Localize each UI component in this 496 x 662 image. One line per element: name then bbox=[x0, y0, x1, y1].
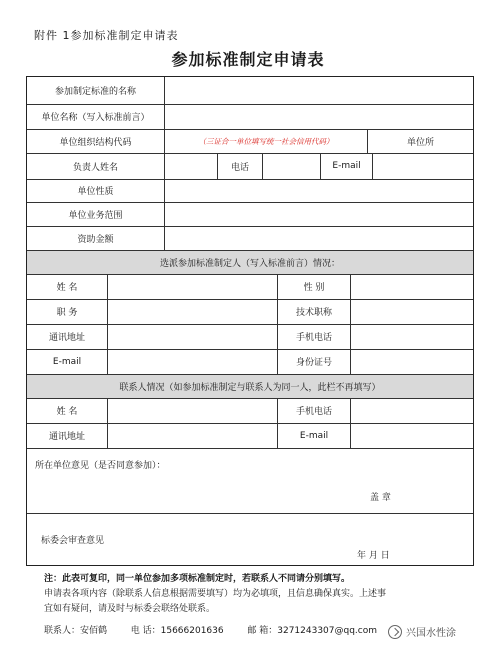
contact-section-title: 联系人情况（如参加标准制定与联系人为同一人，此栏不再填写） bbox=[119, 382, 381, 393]
unit-address-label: 单位所 bbox=[406, 137, 434, 148]
leader-name-label: 负责人姓名 bbox=[72, 162, 118, 173]
drafter-name-field[interactable] bbox=[108, 274, 277, 299]
drafter-mobile-field[interactable] bbox=[351, 324, 473, 349]
org-code-label: 单位组织结构代码 bbox=[59, 137, 132, 148]
note-line-2: 申请表各项内容（除联系人信息根据需要填写）均为必填项，且信息确保真实。上述事 bbox=[44, 589, 387, 599]
contact-person: 联系人：安佰鹤 bbox=[44, 626, 108, 636]
seal-label: 盖 章 bbox=[370, 492, 391, 503]
drafter-gender-field[interactable] bbox=[351, 274, 473, 299]
drafter-position-field[interactable] bbox=[108, 299, 277, 324]
funding-field[interactable] bbox=[165, 226, 472, 250]
wechat-channel-icon bbox=[388, 625, 402, 639]
contact-email: 邮 箱：3271243307@qq.com bbox=[247, 626, 378, 636]
drafter-title-label: 技术职称 bbox=[295, 308, 332, 318]
org-code-hint[interactable]: （三证合一单位填写统一社会信用代码） bbox=[198, 136, 334, 146]
leader-name-field[interactable] bbox=[165, 153, 217, 179]
watermark bbox=[388, 624, 456, 639]
unit-nature-field[interactable] bbox=[165, 179, 472, 202]
business-scope-label: 单位业务范围 bbox=[68, 210, 123, 221]
standard-name-field[interactable] bbox=[165, 77, 472, 104]
contact-mobile-field[interactable] bbox=[351, 398, 473, 423]
contact-name-label: 姓 名 bbox=[56, 407, 78, 417]
unit-name-label: 单位名称（写入标准前言） bbox=[41, 113, 150, 123]
drafter-address-field[interactable] bbox=[108, 324, 277, 349]
standard-name-label: 参加制定标准的名称 bbox=[54, 87, 136, 97]
attachment-label: 附件 1参加标准制定申请表 bbox=[34, 29, 179, 42]
notes-block bbox=[26, 572, 476, 617]
contact-address-field[interactable] bbox=[108, 423, 277, 448]
unit-nature-label: 单位性质 bbox=[77, 187, 114, 197]
unit-name-field[interactable] bbox=[165, 104, 472, 129]
email-field[interactable] bbox=[373, 153, 473, 179]
drafter-id-field[interactable] bbox=[351, 349, 473, 374]
drafter-position-label: 职 务 bbox=[56, 308, 78, 318]
contact-email-label: E-mail bbox=[299, 430, 329, 441]
drafter-gender-label: 性 别 bbox=[303, 283, 325, 293]
drafter-address-label: 通讯地址 bbox=[48, 333, 85, 343]
email-label: E-mail bbox=[332, 161, 361, 171]
note-line-3: 宜如有疑问，请及时与标委会联络处联系。 bbox=[44, 604, 216, 614]
drafter-mobile-label: 手机电话 bbox=[295, 333, 332, 343]
watermark-text: 兴国水性涂 bbox=[406, 628, 456, 639]
contact-address-label: 通讯地址 bbox=[48, 432, 85, 442]
date-label: 年 月 日 bbox=[357, 550, 390, 561]
drafter-section-title: 选派参加标准制定人（写入标准前言）情况： bbox=[159, 258, 340, 269]
drafter-name-label: 姓 名 bbox=[56, 283, 78, 293]
drafter-id-label: 身份证号 bbox=[295, 358, 332, 368]
committee-opinion-label: 标委会审查意见 bbox=[41, 535, 105, 546]
contact-info-line bbox=[44, 623, 377, 636]
drafter-title-field[interactable] bbox=[351, 299, 473, 324]
unit-opinion-label: 所在单位意见（是否同意参加）： bbox=[35, 460, 166, 471]
phone-label: 电话 bbox=[230, 162, 249, 173]
note-bold: 注：此表可复印，同一单位参加多项标准制定时，若联系人不同请分别填写。 bbox=[44, 574, 351, 584]
drafter-email-label: E-mail bbox=[52, 356, 82, 367]
contact-mobile-label: 手机电话 bbox=[295, 407, 332, 417]
funding-label: 资助金额 bbox=[77, 234, 114, 245]
drafter-email-field[interactable] bbox=[108, 349, 277, 374]
contact-email-field[interactable] bbox=[351, 423, 473, 448]
application-form bbox=[26, 76, 474, 566]
phone-field[interactable] bbox=[263, 153, 320, 179]
document-title: 参加标准制定申请表 bbox=[171, 50, 325, 69]
business-scope-field[interactable] bbox=[165, 202, 472, 226]
contact-name-field[interactable] bbox=[108, 398, 277, 423]
contact-phone: 电 话：15666201636 bbox=[130, 626, 224, 636]
